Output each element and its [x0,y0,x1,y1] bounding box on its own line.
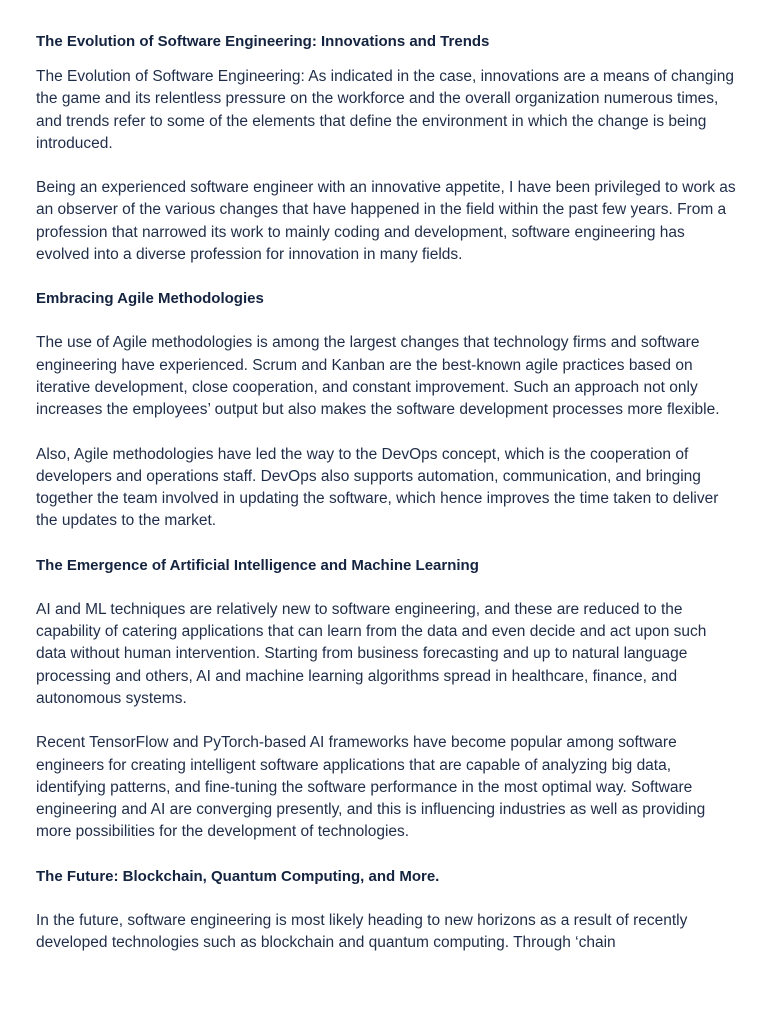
section-heading-agile: Embracing Agile Methodologies [36,290,264,308]
intro-paragraph-2: Being an experienced software engineer with an innovative appetite, I have been privileged to work as an observer of the various changes that have happened in the field within the past few years. From a profession that narrowed its work to mainly coding and development, software engineering has evolved into a diverse profession for innovation in many fields. [36,179,736,264]
agile-paragraph-2: Also, Agile methodologies have led the way to the DevOps concept, which is the cooperation of developers and operations staff. DevOps also supports automation, communication, and bringing together the team involved in updating the software, which hence improves the time taken to deliver the updates to the market. [36,445,719,530]
agile-paragraph-1: The use of Agile methodologies is among the largest changes that technology firms and software engineering have experienced. Scrum and Kanban are the best-known agile practices based on iterative development, close cooperation, and constant improvement. Such an approach not only increases the employees’ output but also makes the software development processes more flexible. [36,334,720,419]
future-paragraph-1: In the future, software engineering is most likely heading to new horizons as a result of recently developed technologies such as blockchain and quantum computing. Through ‘chain [36,911,688,952]
intro-paragraph-1: The Evolution of Software Engineering: As indicated in the case, innovations are a means of changing the game and its relentless pressure on the workforce and the overall organization numerous times, and trends refer to some of the elements that define the environment in which the change is being introduced. [36,68,734,152]
section-heading-future: The Future: Blockchain, Quantum Computing, and More. [36,867,440,885]
ai-ml-paragraph-1: AI and ML techniques are relatively new to software engineering, and these are reduced to the capability of catering applications that can learn from the data and even decide and act upon such data without human intervention. Starting from business forecasting and up to natural language processing and others, AI and machine learning algorithms spread in healthcare, finance, and autonomous systems. [36,600,707,707]
section-heading-ai-ml: The Emergence of Artificial Intelligence and Machine Learning [36,556,479,574]
ai-ml-paragraph-2: Recent TensorFlow and PyTorch-based AI frameworks have become popular among software engineers for creating intelligent software applications that are capable of analyzing big data, identifying patterns, and fine-tuning the software performance in the most optimal way. Software engineering and AI are converging presently, and this is influencing industries as well as providing more possibilities for the development of technologies. [36,734,706,841]
article-title: The Evolution of Software Engineering: Innovations and Trends [36,33,490,50]
